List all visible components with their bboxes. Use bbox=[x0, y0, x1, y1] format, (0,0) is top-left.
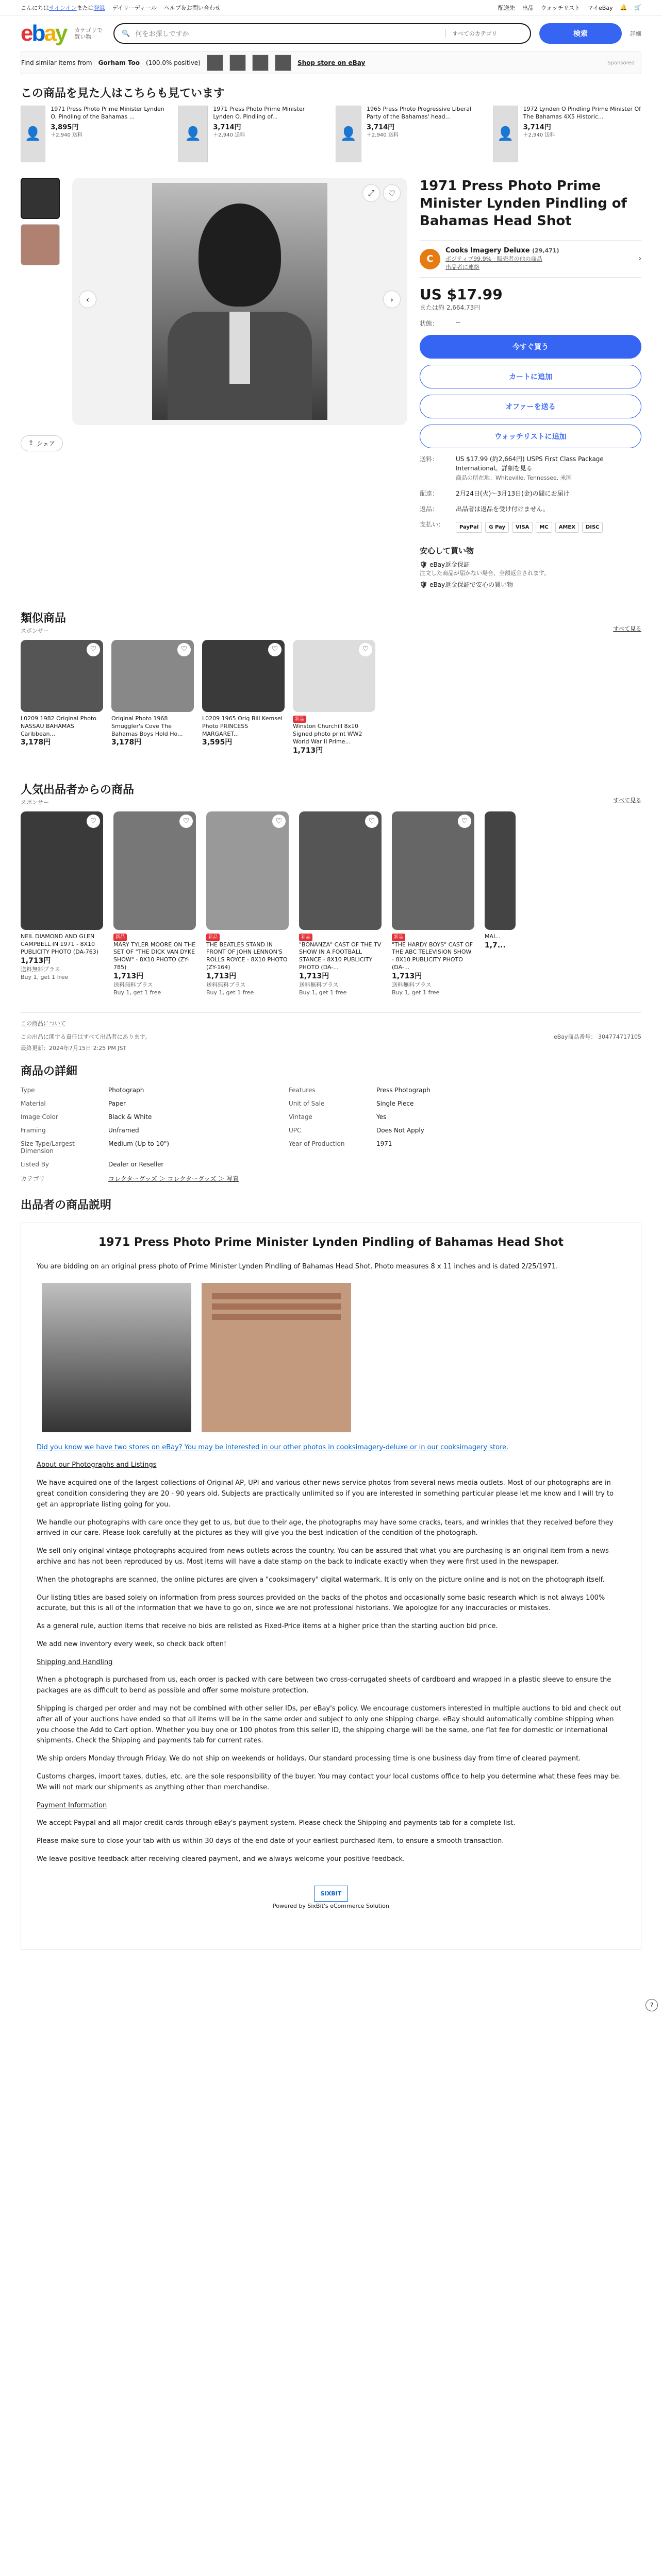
list-item[interactable]: 👤 1972 Lynden O Pindling Prime Minister Of The Bahamas 4X5 Historic... 3,714円 ＋2,940 送料 bbox=[493, 106, 642, 167]
search-button[interactable]: 検索 bbox=[539, 23, 622, 44]
seller-card: C Cooks Imagery Deluxe (29,471) ポジティブ99.9% · 販売者の他の商品 出品者に連絡 › bbox=[420, 240, 641, 278]
search-icon: 🔍 bbox=[122, 29, 130, 38]
item-info bbox=[420, 178, 641, 589]
seller-positive[interactable]: ポジティブ99.9% bbox=[445, 256, 492, 263]
watchlist-button[interactable]: ウォッチリストに追加 bbox=[420, 425, 641, 448]
discover-icon: DISC bbox=[582, 522, 603, 533]
last-updated: 最終更新：2024年7月15日 2:25 PM JST bbox=[21, 1044, 127, 1052]
about-item-link[interactable]: この商品について bbox=[21, 1020, 66, 1027]
watchlist-link[interactable]: ウォッチリスト bbox=[540, 4, 581, 11]
list-item[interactable]: ♡ L0209 1982 Original Photo NASSAU BAHAMAS Caribbean... 3,178円 bbox=[21, 640, 103, 756]
store-thumb[interactable] bbox=[229, 55, 246, 71]
share-icon: ⇪ bbox=[28, 439, 34, 446]
popular-carousel bbox=[0, 811, 662, 996]
add-to-cart-button[interactable]: カートに追加 bbox=[420, 365, 641, 388]
press-photo bbox=[152, 183, 327, 420]
image-gallery bbox=[21, 178, 407, 589]
table-row: カテゴリ コレクターグッズ ＞ コレクターグッズ ＞ 写真 bbox=[21, 1171, 641, 1186]
recent-title: この商品を見た人はこちらも見ています bbox=[21, 87, 225, 100]
contact-seller-link[interactable]: 出品者に連絡 bbox=[445, 264, 479, 271]
shield-icon: 🛡 bbox=[420, 561, 428, 568]
seller-description: 1971 Press Photo Prime Minister Lynden Pindling of Bahamas Head Shot You are bidding on an original press photo of Prime Minister Lynden Pindling of Bahamas Head Shot. Photo measures 8 x 11 inches and is dated 2/25/1971. Did you know we have two stores on eBay? You may be interested in our other photos in cooksimagery-deluxe or in our cooksimagery store. About our Photographs and Listings We have acquired one of the largest collections of Original AP, UPI and various other news service photos from several news media outlets. Most of our photographs are in great condition considering they are 20 - 90 years old. Subjects are practically unlimited so if you are interested in something particular please let me know and I will try to get an appropriate listing going for you. We handle our photographs with care once they get to us, but due to their age, the photographs may have some cracks, tears, and wrinkles that they received before they arrived in our care. Please look carefully at the pictures as they will give you the best indication of the condition of the photograph. We sell only original vintage photographs acquired from news outlets across the country. You can be assured that what you are purchasing is an original item from a news archive and has not been reproduced by us. Most items will have a date stamp on the back to indicate exactly when they were first used in the newspaper. When the photographs are scanned, the online pictures are given a "cooksimagery" digital watermark. It is only on the picture online and is not on the photograph itself. Our listing titles are based solely on information from press sources provided on the backs of the photos and occasionally some basic research which is not always 100% accurate, but this is all of the information that we have to go on, since we are not professional historians. We apologize for any inaccuracies or mistakes. As a general rule, auction items that receive no bids are relisted as Fixed-Price items at a higher price than the starting auction bid price. We add new inventory every week, so check back often! Shipping and Handling When a photograph is purchased from us, each order is packed with care between two cross-corrugated sheets of cardboard and wrapped in a plastic sleeve to ensure the packages are as difficult to bend as possible and offer some moisture protection. Shipping is charged per order and may not be combined with other seller IDs, per eBay's policy. We encourage customers interested in multiple auctions to bid and check out after all of your auctions have ended so that all items will be in the same order and subject to only one shipping charge. eBay should automatically combine shipping when you choose the Add to Cart option. Whether you buy one or 100 photos from this seller ID, the shipping charge will be the same, one flat fee for domestic or international shipments. Check the Shipping and payments tab for current rates. We ship orders Monday through Friday. We do not ship on weekends or holidays. Our standard processing time is one business day from time of cleared payment. Customs charges, import taxes, duties, etc. are the sole responsibility of the buyer. You may contact your local customs office to help you determine what these fees may be. We will not mark our shipments as anything other than merchandise. Payment Information We accept Paypal and all major credit cards through eBay's payment system. Please check the Shipping and payments tab for a complete list. Please make sure to close your tab with us within 30 days of the end date of your earliest purchased item, to ensure a smooth transaction. We leave positive feedback after receiving cleared payment, and we always welcome your positive feedback. SIXBIT Powered by SixBit's eCommerce Solution bbox=[21, 1223, 641, 1950]
item-thumb[interactable]: 👤 bbox=[336, 106, 361, 162]
item-thumb[interactable]: 👤 bbox=[178, 106, 208, 162]
popular-see-all[interactable]: すべて見る bbox=[613, 797, 641, 804]
table-row: Size Type/Largest Dimension Medium (Up to 10") Year of Production 1971 bbox=[21, 1140, 392, 1155]
shop-store-link[interactable]: Shop store on eBay bbox=[297, 59, 366, 66]
store-bar-text: Find similar items from bbox=[21, 59, 92, 66]
header bbox=[0, 15, 662, 52]
price: US $17.99 bbox=[420, 286, 503, 303]
heart-icon[interactable]: ♡ bbox=[87, 643, 100, 656]
expand-icon[interactable]: ⤢ bbox=[363, 185, 379, 201]
search-input[interactable] bbox=[136, 30, 440, 38]
heart-icon[interactable]: ♡ bbox=[384, 185, 400, 201]
about-row bbox=[21, 1012, 641, 1027]
thumbnail[interactable] bbox=[21, 178, 60, 219]
similar-title: 類似商品 bbox=[21, 612, 67, 625]
list-item[interactable]: ♡ 新品 THE BEATLES STAND IN FRONT OF JOHN LENNON'S ROLLS ROYCE - 8X10 PHOTO (ZY-164) 1,713円 送料無料プラス Buy 1, get 1 free bbox=[206, 811, 289, 996]
ship-to[interactable]: 配送先 bbox=[498, 4, 515, 11]
heart-icon[interactable]: ♡ bbox=[87, 815, 100, 828]
greeting: こんにちはサインインまたは登録 bbox=[21, 4, 105, 11]
cart-icon[interactable]: 🛒 bbox=[634, 4, 641, 11]
store-seller[interactable]: Gorham Too bbox=[98, 59, 140, 66]
list-item[interactable]: ♡ 新品 MARY TYLER MOORE ON THE SET OF "THE DICK VAN DYKE SHOW" - 8X10 PHOTO (ZY-785) 1,713円 送料無料プラス Buy 1, get 1 free bbox=[113, 811, 196, 996]
details-table bbox=[21, 1083, 641, 1186]
share-button[interactable]: ⇪ シェア bbox=[21, 435, 63, 451]
list-item[interactable]: ♡ 新品 Winston Churchill 8x10 Signed photo print WW2 World War II Prime... 1,713円 bbox=[293, 640, 375, 756]
similar-store-bar bbox=[21, 52, 641, 74]
list-item[interactable]: 👤 1965 Press Photo Progressive Liberal Party of the Bahamas' head... 3,714円 ＋2,940 送料 bbox=[336, 106, 484, 167]
price-approx: または約 2,664.73円 bbox=[420, 304, 481, 312]
list-item[interactable]: 👤 1971 Press Photo Prime Minister Lynden O. Pindling of... 3,714円 ＋2,940 送料 bbox=[178, 106, 327, 167]
paypal-icon: PayPal bbox=[456, 522, 482, 533]
list-item[interactable]: 👤 1971 Press Photo Prime Minister Lynden O. Pindling of the Bahamas ... 3,895円 ＋2,940 送料 bbox=[21, 106, 169, 167]
category-select[interactable]: すべてのカテゴリ bbox=[445, 29, 523, 38]
heart-icon[interactable]: ♡ bbox=[365, 815, 378, 828]
heart-icon[interactable]: ♡ bbox=[458, 815, 471, 828]
store-thumb[interactable] bbox=[252, 55, 269, 71]
about-meta: この出品に関する責任はすべて出品者にあります。 eBay商品番号： 304774717105 bbox=[21, 1033, 641, 1040]
table-row: Image Color Black & White Vintage Yes bbox=[21, 1113, 387, 1121]
sponsored-label: Sponsored bbox=[607, 60, 635, 66]
item-thumb[interactable]: 👤 bbox=[493, 106, 518, 162]
shop-by-category[interactable]: カテゴリで買い物 bbox=[74, 26, 103, 40]
daily-deals-link[interactable]: デイリーディール bbox=[112, 4, 157, 11]
avatar[interactable]: C bbox=[420, 249, 440, 269]
register-link[interactable]: 登録 bbox=[93, 4, 105, 11]
desc-title: 出品者の商品説明 bbox=[21, 1198, 112, 1212]
similar-see-all[interactable]: すべて見る bbox=[613, 625, 641, 632]
myebay-link[interactable]: マイeBay bbox=[587, 4, 613, 11]
item-title: 1971 Press Photo Prime Minister Lynden Pindling of Bahamas Head Shot bbox=[420, 178, 627, 229]
signin-link[interactable]: サインイン bbox=[49, 4, 77, 11]
list-item[interactable]: ♡ 新品 "BONANZA" CAST OF THE TV SHOW IN A FOOTBALL STANCE - 8X10 PUBLICITY PHOTO (DA-... 1,713円 送料無料プラス Buy 1, get 1 free bbox=[299, 811, 382, 996]
similar-carousel bbox=[0, 640, 662, 756]
buy-now-button[interactable]: 今すぐ買う bbox=[420, 335, 641, 359]
heart-icon[interactable]: ♡ bbox=[179, 815, 193, 828]
shipping-info: 送料： US $17.99 (約2,664円) USPS First Class Package International。詳細を見る 商品の所在地：Whiteville, Tennessee, 米国 配達： 2月24日(火)～3月13日(金)の間にお届け 返品： 出品者は返品を受け付けません。 支払い： PayPal G Pay VISA MC AMEX DISC bbox=[420, 454, 641, 533]
sixbit-logo: SIXBIT Powered by SixBit's eCommerce Solution bbox=[37, 1886, 625, 1911]
mastercard-icon: MC bbox=[536, 522, 552, 533]
seller-name[interactable]: Cooks Imagery Deluxe bbox=[445, 247, 530, 255]
main-image[interactable] bbox=[72, 178, 407, 425]
next-arrow-icon[interactable]: › bbox=[384, 291, 400, 308]
heart-icon[interactable]: ♡ bbox=[272, 815, 286, 828]
photo-back bbox=[202, 1283, 351, 1432]
desc-heading: 1971 Press Photo Prime Minister Lynden Pindling of Bahamas Head Shot bbox=[98, 1235, 564, 1249]
amex-icon: AMEX bbox=[555, 522, 579, 533]
description-images bbox=[42, 1283, 625, 1432]
top-bar bbox=[0, 0, 662, 15]
stores-link[interactable]: Did you know we have two stores on eBay? You may be interested in our other photos in cooksimagery-deluxe or in our cooksimagery store. bbox=[37, 1443, 509, 1451]
store-thumb[interactable] bbox=[275, 55, 291, 71]
make-offer-button[interactable]: オファーを送る bbox=[420, 395, 641, 418]
popular-title: 人気出品者からの商品 bbox=[21, 784, 135, 797]
table-row: Material Paper Unit of Sale Single Piece bbox=[21, 1099, 414, 1107]
heart-icon[interactable]: ♡ bbox=[359, 643, 372, 656]
list-item[interactable]: ♡ L0209 1965 Orig Bill Kemsel Photo PRINCESS MARGARET... 3,595円 bbox=[202, 640, 285, 756]
store-pct: (100.0% positive) bbox=[145, 59, 201, 66]
secure-section: 安心して買い物 🛡 eBay返金保証 注文した商品が届かない場合、全額返金されます。 🛡 eBay返金保証で安心の買い物 bbox=[420, 546, 550, 588]
help-link[interactable]: ヘルプ＆お問い合わせ bbox=[163, 4, 221, 11]
recently-viewed bbox=[0, 106, 662, 167]
bell-icon[interactable]: 🔔 bbox=[620, 4, 627, 11]
table-row: Type Photograph Features Press Photograph bbox=[21, 1086, 431, 1094]
feedback-icon[interactable]: ? bbox=[646, 1999, 658, 2011]
condition-row: 状態： -- bbox=[420, 319, 460, 328]
list-item[interactable]: MAI... 1,7... bbox=[485, 811, 516, 996]
ebay-logo[interactable]: ebay bbox=[21, 21, 67, 46]
store-thumb[interactable] bbox=[207, 55, 223, 71]
item-main bbox=[0, 167, 662, 599]
table-row: Listed By Dealer or Reseller bbox=[21, 1160, 164, 1168]
list-item[interactable]: ♡ Original Photo 1968 Smuggler's Cove The Bahamas Boys Hold Ho... 3,178円 bbox=[111, 640, 194, 756]
photo-front bbox=[42, 1283, 191, 1432]
thumbnail[interactable] bbox=[21, 224, 60, 265]
list-item[interactable]: ♡ 新品 "THE HARDY BOYS" CAST OF THE ABC TELEVISION SHOW - 8X10 PUBLICITY PHOTO (DA-... 1,713円 送料無料プラス Buy 1, get 1 free bbox=[392, 811, 474, 996]
sell-link[interactable]: 出品 bbox=[522, 4, 534, 11]
advanced-search-link[interactable]: 詳細 bbox=[630, 30, 641, 37]
shield-icon: 🛡 bbox=[420, 581, 428, 588]
gpay-icon: G Pay bbox=[485, 522, 509, 533]
search-box bbox=[113, 23, 531, 44]
details-title: 商品の詳細 bbox=[21, 1064, 78, 1078]
payment-icons bbox=[456, 522, 641, 533]
list-item[interactable]: ♡ NEIL DIAMOND AND GLEN CAMPBELL IN 1971 - 8X10 PUBLICITY PHOTO (DA-763) 1,713円 送料無料プラス Buy 1, get 1 free bbox=[21, 811, 103, 996]
heart-icon[interactable]: ♡ bbox=[268, 643, 282, 656]
thumbnail-strip bbox=[21, 178, 60, 265]
category-breadcrumb[interactable]: コレクターグッズ ＞ コレクターグッズ ＞ 写真 bbox=[108, 1175, 239, 1182]
table-row: Framing Unframed UPC Does Not Apply bbox=[21, 1126, 424, 1134]
visa-icon: VISA bbox=[512, 522, 533, 533]
chevron-right-icon[interactable]: › bbox=[638, 255, 641, 263]
heart-icon[interactable]: ♡ bbox=[177, 643, 191, 656]
seller-other-items[interactable]: 販売者の他の商品 bbox=[496, 256, 542, 263]
item-thumb[interactable]: 👤 bbox=[21, 106, 45, 162]
prev-arrow-icon[interactable]: ‹ bbox=[79, 291, 96, 308]
